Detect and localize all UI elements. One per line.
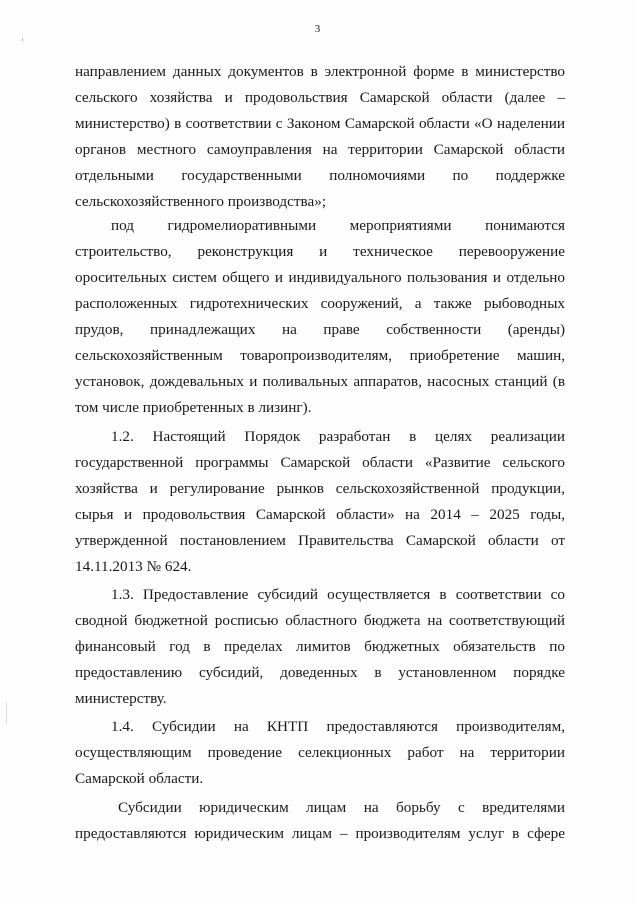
text-line: 1.2. Настоящий Порядок разработан в целях реализации (111, 428, 565, 445)
text-line: сырья и продовольствия Самарской области» на 2014 – 2025 годы, (75, 506, 565, 523)
text-line: 1.3. Предоставление субсидий осуществляется в соответствии со (111, 586, 565, 603)
text-line: Субсидии юридическим лицам на борьбу с вредителями (118, 799, 565, 816)
scan-mark (22, 38, 23, 41)
text-line: сельскохозяйственного производства»; (75, 193, 327, 210)
text-line: установок, дождевальных и поливальных аппаратов, насосных станций (в (75, 373, 565, 390)
page-number: 3 (314, 23, 321, 35)
text-line: органов местного самоуправления на территории Самарской области (75, 141, 565, 158)
text-line: расположенных гидротехнических сооружений, а также рыбоводных (75, 295, 565, 312)
text-line: направлением данных документов в электронной форме в министерство (75, 63, 565, 80)
text-line: осуществляющим проведение селекционных работ на территории (75, 744, 565, 761)
text-line: финансовый год в пределах лимитов бюджетных обязательств по (75, 638, 565, 655)
text-line: сельскохозяйственным товаропроизводителям, приобретение машин, (75, 347, 565, 364)
scan-mark (6, 702, 7, 724)
text-line: оросительных систем общего и индивидуального пользования и отдельно (75, 269, 565, 286)
text-line: предоставляются юридическим лицам – производителям услуг в сфере (75, 825, 565, 842)
text-line: хозяйства и регулирование рынков сельскохозяйственной продукции, (75, 480, 565, 497)
text-line: строительство, реконструкция и техническое перевооружение (75, 243, 565, 260)
text-line: предоставлению субсидий, доведенных в установленном порядке (75, 664, 565, 681)
text-line: утвержденной постановлением Правительства Самарской области от (75, 532, 565, 549)
text-line: государственной программы Самарской области «Развитие сельского (75, 454, 565, 471)
text-line: отдельными государственными полномочиями по поддержке (75, 167, 565, 184)
text-line: под гидромелиоративными мероприятиями понимаются (111, 217, 565, 234)
text-line: сельского хозяйства и продовольствия Самарской области (далее – (75, 89, 565, 106)
text-line: Самарской области. (75, 770, 204, 787)
text-line: том числе приобретенных в лизинг). (75, 399, 312, 416)
text-line: прудов, принадлежащих на праве собственности (аренды) (75, 321, 565, 338)
text-line: министерство) в соответствии с Законом Самарской области «О наделении (75, 115, 565, 132)
text-line: 1.4. Субсидии на КНТП предоставляются производителям, (111, 718, 565, 735)
text-line: сводной бюджетной росписью областного бюджета на соответствующий (75, 612, 565, 629)
text-line: министерству. (75, 690, 167, 707)
text-line: 14.11.2013 № 624. (75, 558, 192, 575)
